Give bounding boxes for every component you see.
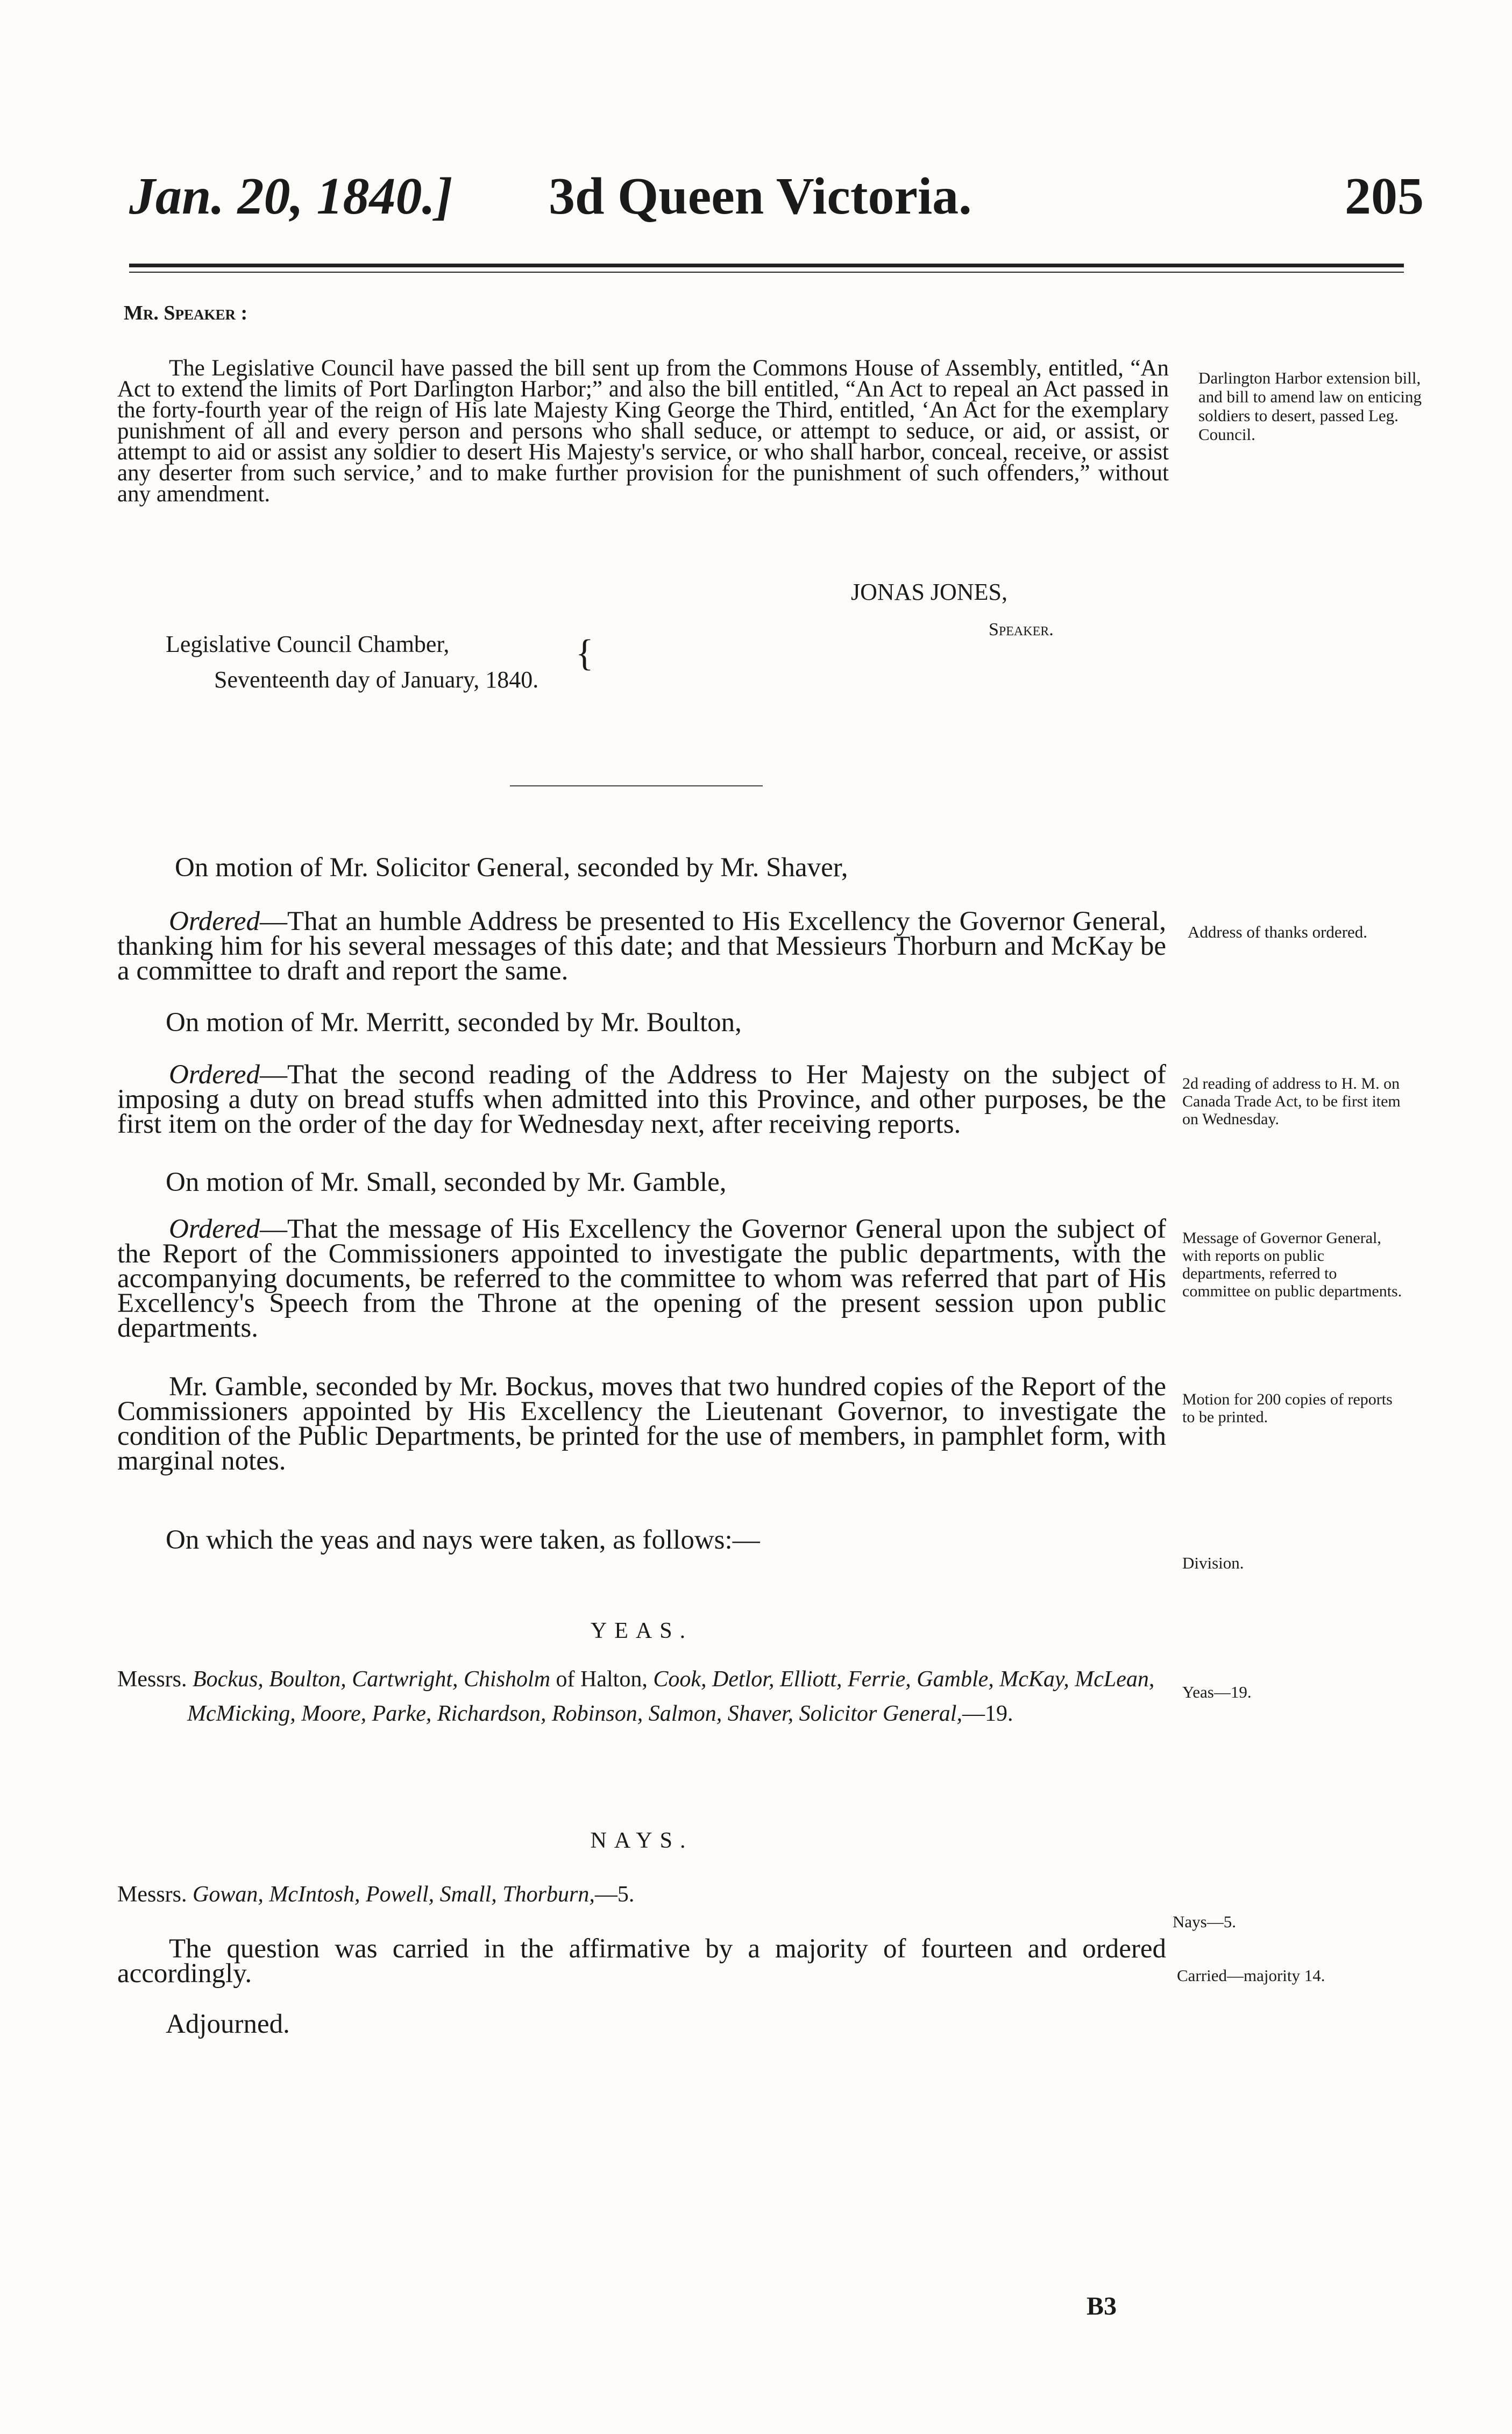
motion-small: On motion of Mr. Small, seconded by Mr. Gamble,: [166, 1167, 727, 1197]
ordered-label: Ordered: [169, 1214, 260, 1244]
yeas-names: Bockus, Boulton, Cartwright, Chisholm: [193, 1667, 551, 1692]
margin-note-yeas: Yeas—19.: [1182, 1683, 1252, 1701]
margin-note-second-reading: 2d reading of address to H. M. on Canada Trade Act, to be first item on Wednesday.: [1182, 1075, 1401, 1128]
page-number: 205: [1345, 167, 1424, 225]
ordered-label: Ordered: [169, 1060, 260, 1090]
chamber-date: Seventeenth day of January, 1840.: [214, 666, 539, 693]
header-title: 3d Queen Victoria.: [549, 167, 972, 225]
nays-names: Gowan, McIntosh, Powell, Small, Thorburn,: [193, 1882, 595, 1907]
division-intro: On which the yeas and nays were taken, as follows:—: [166, 1525, 760, 1555]
yeas-total: —19.: [962, 1701, 1013, 1726]
nays-prefix: Messrs.: [117, 1882, 187, 1907]
division-result: The question was carried in the affirmative by a majority of fourteen and ordered accordingly.: [117, 1934, 1166, 1989]
ordered-text: —That an humble Address be presented to His Excellency the Governor General, thanking him for his several messages of this date; and that Messieurs Thorburn and McKay be a committee to draft and report the same.: [117, 906, 1166, 986]
signatory-title: Speaker.: [989, 620, 1054, 640]
motion-solicitor-general: On motion of Mr. Solicitor General, seconded by Mr. Shaver,: [175, 853, 848, 883]
brace-mark: {: [576, 633, 594, 674]
ordered-second-reading: [117, 1062, 1166, 1137]
signatory-name: JONAS JONES,: [851, 579, 1007, 605]
salutation: Mr. Speaker :: [124, 302, 248, 324]
margin-note-motion-200: Motion for 200 copies of reports to be printed.: [1182, 1390, 1393, 1426]
yeas-names-rest: Cook, Detlor, Elliott, Ferrie, Gamble, McKay, McLean, McMicking, Moore, Parke, Richardson, Robinson, Salmon, Shaver, Solicitor General,: [187, 1667, 1155, 1726]
margin-note-message-governor: Message of Governor General, with reports on public departments, referred to committee on public departments.: [1182, 1229, 1402, 1300]
header-rule: [129, 264, 1404, 267]
nays-list: [117, 1877, 1172, 1912]
nays-total: —5.: [594, 1882, 635, 1907]
council-message-text: The Legislative Council have passed the bill sent up from the Commons House of Assembly, entitled, “An Act to extend the limits of Port Darlington Harbor;” and also the bill entitled, “An Act to repeal an Act passed in the forty-fourth year of the reign of His late Majesty King George the Third, entitled, ‘An Act for the exemplary punishment of all and every person and persons who shall seduce, or attempt to seduce, or aid, or assist, or attempt to aid or assist any soldier to desert His Majesty's service, or who shall harbor, conceal, receive, or assist any deserter from such service,’ and to make further provision for the punishment of such offenders,” without any amendment.: [117, 356, 1169, 507]
adjourned: Adjourned.: [166, 2009, 290, 2039]
section-separator: [510, 785, 763, 786]
yeas-of-halton: of Halton,: [556, 1667, 648, 1692]
margin-note-division: Division.: [1182, 1553, 1244, 1572]
header-rule-thin: [129, 272, 1404, 273]
margin-note-carried: Carried—majority 14.: [1177, 1966, 1325, 1985]
ordered-text: —That the message of His Excellency the Governor General upon the subject of the Report of the Commissioners appointed to investigate the public departments, with the accompanying documents, be referred to the committee to whom was referred that part of His Excellency's Speech from the Throne at the opening of the present session upon public departments.: [117, 1214, 1166, 1343]
ordered-text: —That the second reading of the Address to Her Majesty on the subject of imposing a duty on bread stuffs when admitted into this Province, and other purposes, be the first item on the order of the day for Wednesday next, after receiving reports.: [117, 1060, 1166, 1139]
yeas-prefix: Messrs.: [117, 1667, 187, 1692]
yeas-list: [117, 1662, 1241, 1731]
ordered-message-referral: [117, 1214, 1166, 1343]
margin-note-nays: Nays—5.: [1173, 1912, 1236, 1931]
ordered-label: Ordered: [169, 906, 260, 936]
yeas-heading: YEAS.: [590, 1619, 693, 1643]
margin-note-address-thanks: Address of thanks ordered.: [1188, 922, 1368, 941]
motion-merritt: On motion of Mr. Merritt, seconded by Mr. Boulton,: [166, 1007, 742, 1038]
margin-note-darlington: Darlington Harbor extension bill, and bill to amend law on enticing soldiers to desert, passed Leg. Council.: [1198, 368, 1422, 444]
gamble-motion: Mr. Gamble, seconded by Mr. Bockus, moves that two hundred copies of the Report of the Commissioners appointed by His Excellency the Lieutenant Governor, to investigate the condition of the Public Departments, be printed for the use of members, in pamphlet form, with marginal notes.: [117, 1372, 1166, 1476]
chamber-place: Legislative Council Chamber,: [166, 631, 450, 657]
ordered-address-of-thanks: [117, 906, 1166, 986]
nays-heading: NAYS.: [590, 1828, 693, 1853]
header-date: Jan. 20, 1840.]: [129, 167, 453, 225]
signature-mark: B3: [1087, 2292, 1117, 2321]
